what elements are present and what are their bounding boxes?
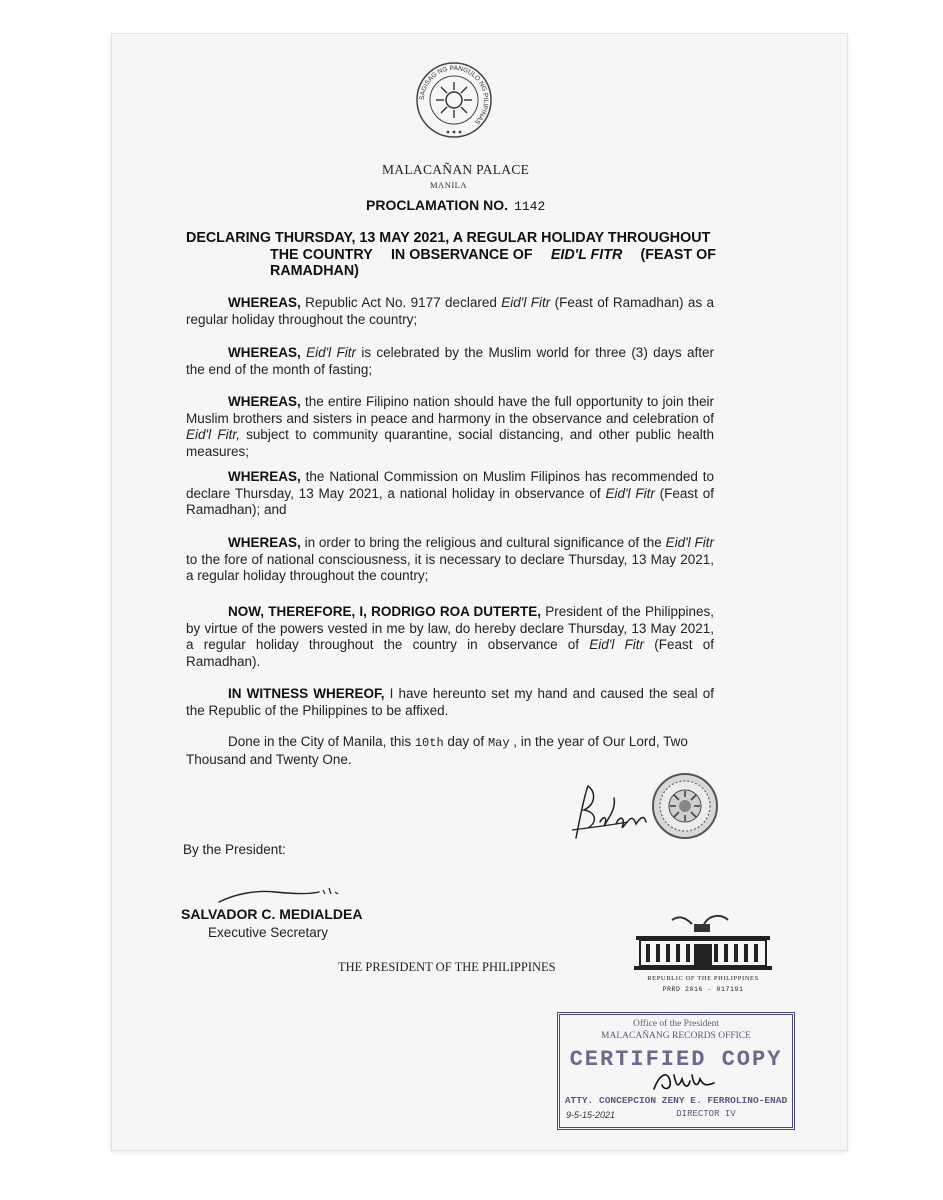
whereas-paragraph-5: WHEREAS, in order to bring the religious and cultural significance of the Eid'l Fitr to the fore of national consciousness, it is necessary to declare Thursday, 13 May 2021, a regular holiday throughout the country;: [186, 535, 714, 583]
proclamation-number: 1142: [514, 199, 546, 214]
palace-building-icon: [632, 910, 774, 974]
seal-ring-text: SAGISAG NG PANGULO NG PILIPINAS: [418, 64, 490, 126]
president-footer-label: THE PRESIDENT OF THE PHILIPPINES: [338, 960, 556, 974]
stamp-office: Office of the President: [632, 1019, 720, 1029]
headline-part-c: EID'L FITR: [550, 246, 623, 263]
whereas-paragraph-3: WHEREAS, the entire Filipino nation should have the full opportunity to join their Muslim brothers and sisters in peace and harmony in the observance and celebration of Eid'l Fitr, subject to community quarantine, social distancing, and other public health measures;: [186, 394, 714, 459]
proclamation-headline: [186, 230, 716, 280]
by-the-president-label: By the President:: [183, 842, 286, 857]
presidential-seal-icon: [410, 60, 498, 140]
stamp-handwritten-date: 9-5-15-2021: [566, 1110, 616, 1120]
stamp-signature: [650, 1067, 720, 1097]
whereas-paragraph-2: WHEREAS, Eid'l Fitr is celebrated by the Muslim world for three (3) days after the end of the month of fasting;: [186, 345, 714, 377]
done-paragraph: Done in the City of Manila, this 10th day of May , in the year of Our Lord, Two Thousand and Twenty One.: [186, 734, 688, 767]
month-value: May: [487, 736, 510, 750]
prrd-code: PRRD 2016 - 017191: [662, 986, 744, 993]
stamp-position: DIRECTOR IV: [676, 1109, 736, 1119]
palace-heading: MALACAÑAN PALACE: [382, 162, 530, 177]
day-value: 10th: [414, 736, 444, 750]
now-therefore-paragraph: NOW, THEREFORE, I, RODRIGO ROA DUTERTE, President of the Philippines, by virtue of the powers vested in me by law, do hereby declare Thursday, 13 May 2021, a regular holiday throughout the country in observance of Eid'l Fitr (Feast of Ramadhan).: [186, 604, 714, 669]
republic-seal-icon: [650, 771, 720, 841]
secretary-title: Executive Secretary: [208, 925, 329, 940]
whereas-paragraph-4: WHEREAS, the National Commission on Muslim Filipinos has recommended to declare Thursday, 13 May 2021, a national holiday in observance of Eid'l Fitr (Feast of Ramadhan); and: [186, 469, 714, 517]
headline-part-d: (FEAST OF: [640, 246, 716, 263]
republic-label: REPUBLIC OF THE PHILIPPINES: [647, 975, 759, 982]
stamp-records-office: MALACAÑANG RECORDS OFFICE: [601, 1031, 751, 1041]
secretary-name: SALVADOR C. MEDIALDEA: [181, 906, 363, 922]
headline-line-1: DECLARING THURSDAY, 13 MAY 2021, A REGULAR HOLIDAY THROUGHOUT: [186, 230, 711, 246]
proclamation-title: [366, 197, 545, 214]
headline-line-2: [186, 247, 716, 264]
headline-part-a: THE COUNTRY: [270, 246, 373, 263]
stamp-certified-copy: CERTIFIED COPY: [569, 1047, 783, 1072]
proclamation-label: PROCLAMATION NO.: [366, 197, 509, 213]
whereas-paragraph-1: WHEREAS, Republic Act No. 9177 declared Eid'l Fitr (Feast of Ramadhan) as a regular holiday throughout the country;: [186, 295, 714, 327]
witness-paragraph: IN WITNESS WHEREOF, I have hereunto set my hand and caused the seal of the Republic of the Philippines to be affixed.: [186, 686, 714, 718]
president-signature: [566, 778, 650, 850]
headline-part-b: IN OBSERVANCE OF: [390, 246, 533, 263]
headline-line-3: RAMADHAN): [270, 263, 359, 279]
city-heading: MANILA: [430, 180, 467, 190]
stamp-attorney: ATTY. CONCEPCION ZENY E. FERROLINO-ENAD: [564, 1095, 788, 1106]
